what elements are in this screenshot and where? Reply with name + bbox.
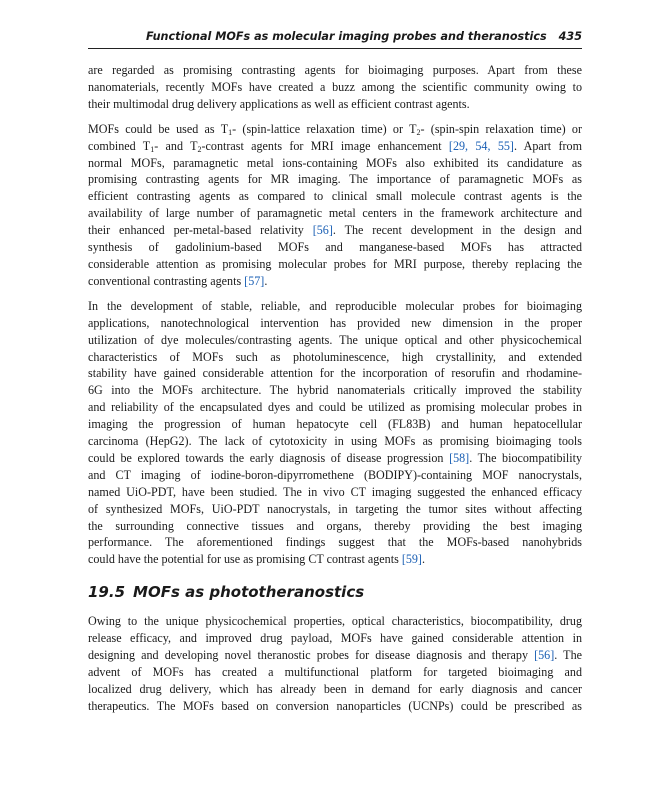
section-number: 19.5 xyxy=(88,583,126,602)
text-line: designing and developing novel theranostic probes for disease diagnosis and therapy [56]. The xyxy=(88,648,582,662)
text-line: MOFs could be used as $T_1-$ (spin-lattice relaxation time) or $T_2-$ (spin-spin relaxation time) or xyxy=(88,121,582,137)
text-line: and CT imaging of iodine-boron-dipyrromethene (BODIPY)-containing MOF nanocrystals, xyxy=(88,467,582,482)
text-line: imaging the progression of human hepatocyte cell (FL83B) and human hepatocellular xyxy=(88,417,582,432)
text-line: advent of MOFs has created a multifunctional platform for targeted bioimaging and xyxy=(88,664,582,679)
citation-link[interactable]: [58] xyxy=(449,450,470,465)
section-title: MOFs as phototheranostics xyxy=(133,583,365,602)
text-line: availability of large number of paramagnetic metal centers in the framework architecture and xyxy=(88,206,582,221)
paragraph-1 xyxy=(88,62,582,113)
text-line: their multimodal drug delivery applications as well as efficient contrast agents. xyxy=(88,96,470,111)
citation-link[interactable]: [56] xyxy=(534,648,555,662)
text-line: could be explored towards the early diagnosis of disease progression [58]. The biocompatibility xyxy=(88,450,582,465)
text-line: applications, nanotechnological intervention has provided new dimension in the proper xyxy=(88,315,582,330)
text-line: therapeutics. The MOFs based on conversion nanoparticles (UCNPs) could be prescribed as xyxy=(88,698,582,713)
text-line: normal MOFs, paramagnetic metal ions-containing MOFs also exhibited its candidature as xyxy=(88,155,582,170)
running-title: Functional MOFs as molecular imaging probes and theranostics xyxy=(146,30,547,43)
text-line: performance. The aforementioned findings suggest that the MOFs-based nanohybrids xyxy=(88,535,582,550)
text-line: synthesis of gadolinium-based MOFs and manganese-based MOFs has attracted xyxy=(88,240,582,255)
text-line: conventional contrasting agents [57]. xyxy=(88,273,268,288)
section-heading xyxy=(88,584,582,601)
page-number: 435 xyxy=(558,30,582,43)
citation-link[interactable]: [56] xyxy=(312,223,333,238)
text-line: combined $T_1-$ and $T_2$-contrast agents for MRI image enhancement [29, 54, 55]. Apart from xyxy=(88,138,582,154)
paragraph-2 xyxy=(88,121,582,290)
text-line: 6G into the MOFs architecture. The hybrid nanomaterials critically improved the stability xyxy=(88,383,582,398)
text-line: their enhanced per-metal-based relativity [56]. The recent development in the design and xyxy=(88,223,582,238)
text-line: Owing to the unique physicochemical properties, optical characteristics, biocompatibility, drug xyxy=(88,614,582,629)
text-line: localized drug delivery, which has already been in demand for early diagnosis and cancer xyxy=(88,681,582,696)
text-line: nanomaterials, recently MOFs have created a buzz among the scientific community owing to xyxy=(88,79,582,94)
citation-link[interactable]: [59] xyxy=(401,552,422,567)
text-line: considerable attention as promising molecular probes for MRI purpose, thereby replacing the xyxy=(88,256,582,271)
text-line: of synthesized MOFs, UiO-PDT nanocrystals, in targeting the tumor sites without affecting xyxy=(88,501,582,516)
paragraph-4 xyxy=(88,613,582,714)
running-header xyxy=(88,30,582,43)
text-line: named UiO-PDT, have been studied. The in vivo CT imaging suggested the enhanced efficacy xyxy=(88,484,582,499)
text-line: and reliability of the encapsulated dyes and could be utilized as promising molecular probes in xyxy=(88,400,582,415)
text-line: could have the potential for use as promising CT contrast agents [59]. xyxy=(88,552,425,567)
text-line: promising contrasting agents for MR imaging. The importance of paramagnetic MOFs as xyxy=(88,172,582,187)
text-line: utilization of dye molecules/contrasting agents. The unique optical and other physicochemical xyxy=(88,332,582,347)
text-line: the surrounding connective tissues and organs, thereby providing the best imaging xyxy=(88,518,582,533)
paragraph-3 xyxy=(88,298,582,569)
text-line: characteristics of MOFs such as photoluminescence, high crystallinity, and extended xyxy=(88,349,582,364)
text-line: efficient contrasting agents as compared to clinical small molecule contrast agents is the xyxy=(88,189,582,204)
citation-link[interactable]: [29, 54, 55] xyxy=(448,138,514,153)
text-line: release efficacy, and improved drug payload, MOFs have gained considerable attention in xyxy=(88,631,582,646)
text-line: are regarded as promising contrasting agents for bioimaging purposes. Apart from these xyxy=(88,63,582,77)
text-line: stability have gained considerable attention for the incorporation of resorufin and rhodamine- xyxy=(88,366,582,381)
text-line: carcinoma (HepG2). The lack of cytotoxicity in using MOFs as promising bioimaging tools xyxy=(88,434,582,449)
text-line: In the development of stable, reliable, and reproducible molecular probes for bioimaging xyxy=(88,298,582,313)
citation-link[interactable]: [57] xyxy=(244,273,265,288)
body-text xyxy=(88,62,582,723)
header-rule xyxy=(88,48,582,49)
